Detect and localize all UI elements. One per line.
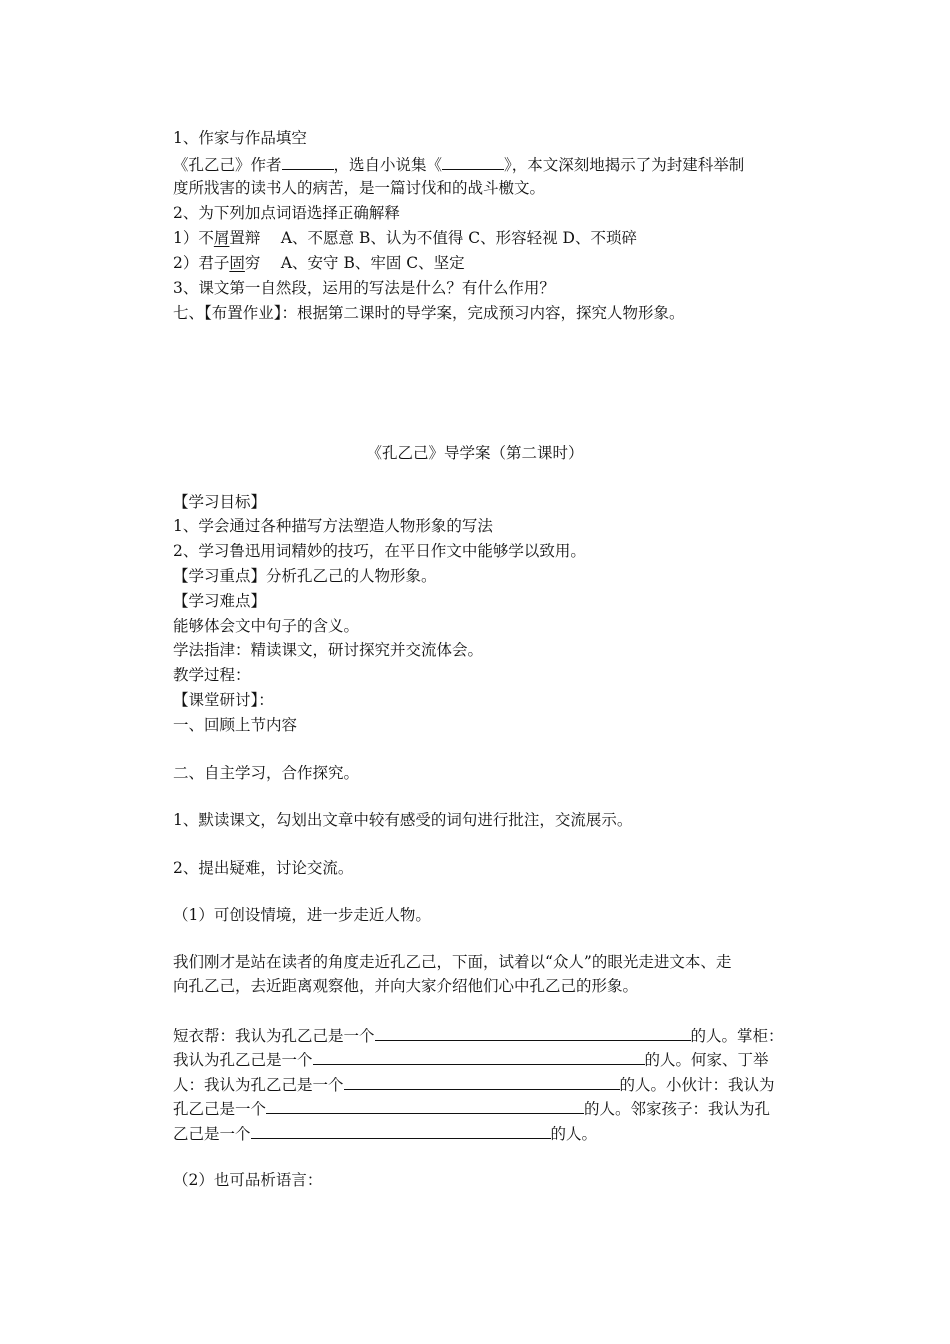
key-point: 【学习重点】分析孔乙己的人物形象。 xyxy=(173,567,437,585)
text: 穷 A、安守 B、牢固 C、坚定 xyxy=(244,254,465,272)
text: 的人。何家、丁举 xyxy=(644,1051,769,1069)
question-1-line-1 xyxy=(173,153,744,175)
text: 的人。 xyxy=(550,1125,598,1143)
fill-line-2 xyxy=(173,1048,769,1070)
text: 的人。邻家孩子：我认为孔 xyxy=(584,1100,771,1118)
fill-line-5 xyxy=(173,1122,597,1144)
discussion-heading: 【课堂研讨】： xyxy=(173,691,274,709)
process: 教学过程： xyxy=(173,666,251,684)
text: 短衣帮：我认为孔乙己是一个 xyxy=(173,1027,375,1045)
fill-blank[interactable] xyxy=(266,1097,584,1114)
homework: 七、【布置作业】：根据第二课时的导学案，完成预习内容，探究人物形象。 xyxy=(173,304,685,322)
review: 一、回顾上节内容 xyxy=(173,716,298,734)
question-2-item-2 xyxy=(173,253,465,273)
task-2: 2、提出疑难，讨论交流。 xyxy=(173,859,354,877)
text: 的人。小伙计：我认为 xyxy=(619,1076,775,1094)
goal-1: 1、学会通过各种描写方法塑造人物形象的写法 xyxy=(173,517,493,535)
dotted-word: 屑 xyxy=(213,229,230,247)
fill-line-4 xyxy=(173,1097,770,1119)
difficulty: 能够体会文中句子的含义。 xyxy=(173,617,360,635)
goals-heading: 【学习目标】 xyxy=(173,493,267,511)
author-blank[interactable] xyxy=(282,153,334,170)
text: 的人。掌柜： xyxy=(690,1027,784,1045)
difficulty-heading: 【学习难点】 xyxy=(173,592,267,610)
fill-blank[interactable] xyxy=(313,1048,645,1065)
question-1-heading: 1、作家与作品填空 xyxy=(173,129,307,147)
text: 1）不 xyxy=(173,229,214,247)
text: 《孔乙己》作者 xyxy=(173,156,282,174)
text: 乙己是一个 xyxy=(173,1125,251,1143)
question-1-line-2: 度所戕害的读书人的病苦，是一篇讨伐和的战斗檄文。 xyxy=(173,179,546,197)
paragraph-line-1: 我们刚才是站在读者的角度走近孔乙己，下面，试着以“众人”的眼光走进文本、走 xyxy=(173,953,732,971)
goal-2: 2、学习鲁迅用词精妙的技巧，在平日作文中能够学以致用。 xyxy=(173,542,586,560)
task-1: 1、默读课文，勾划出文章中较有感受的词句进行批注，交流展示。 xyxy=(173,811,633,829)
text: 孔乙己是一个 xyxy=(173,1100,267,1118)
text: ，选自小说集《 xyxy=(333,156,443,174)
text: 2）君子 xyxy=(173,254,230,272)
section-title: 《孔乙己》导学案（第二课时） xyxy=(366,444,584,462)
text: 人：我认为孔乙己是一个 xyxy=(173,1076,344,1094)
fill-blank[interactable] xyxy=(251,1122,551,1139)
paragraph-line-2: 向孔乙己，去近距离观察他，并向大家介绍他们心中孔乙己的形象。 xyxy=(173,977,639,995)
text: 我认为孔乙己是一个 xyxy=(173,1051,313,1069)
fill-blank[interactable] xyxy=(344,1073,620,1090)
dotted-word: 固 xyxy=(229,254,245,272)
collection-blank[interactable] xyxy=(442,153,504,170)
fill-line-1 xyxy=(173,1024,784,1046)
text: 》，本文深刻地揭示了为封建科举制 xyxy=(504,156,745,174)
fill-line-3 xyxy=(173,1073,775,1095)
question-2-heading: 2、为下列加点词语选择正确解释 xyxy=(173,204,400,222)
self-study: 二、自主学习，合作探究。 xyxy=(173,764,360,782)
question-3: 3、课文第一自然段，运用的写法是什么？有什么作用？ xyxy=(173,279,555,297)
question-2-item-1 xyxy=(173,228,637,248)
sub-item-2: （2）也可品析语言： xyxy=(173,1171,323,1189)
fill-blank[interactable] xyxy=(375,1024,691,1041)
method: 学法指津：精读课文，研讨探究并交流体会。 xyxy=(173,641,484,659)
text: 置辩 A、不愿意 B、认为不值得 C、形容轻视 D、不琐碎 xyxy=(229,229,637,247)
sub-item-1: （1）可创设情境，进一步走近人物。 xyxy=(173,906,431,924)
